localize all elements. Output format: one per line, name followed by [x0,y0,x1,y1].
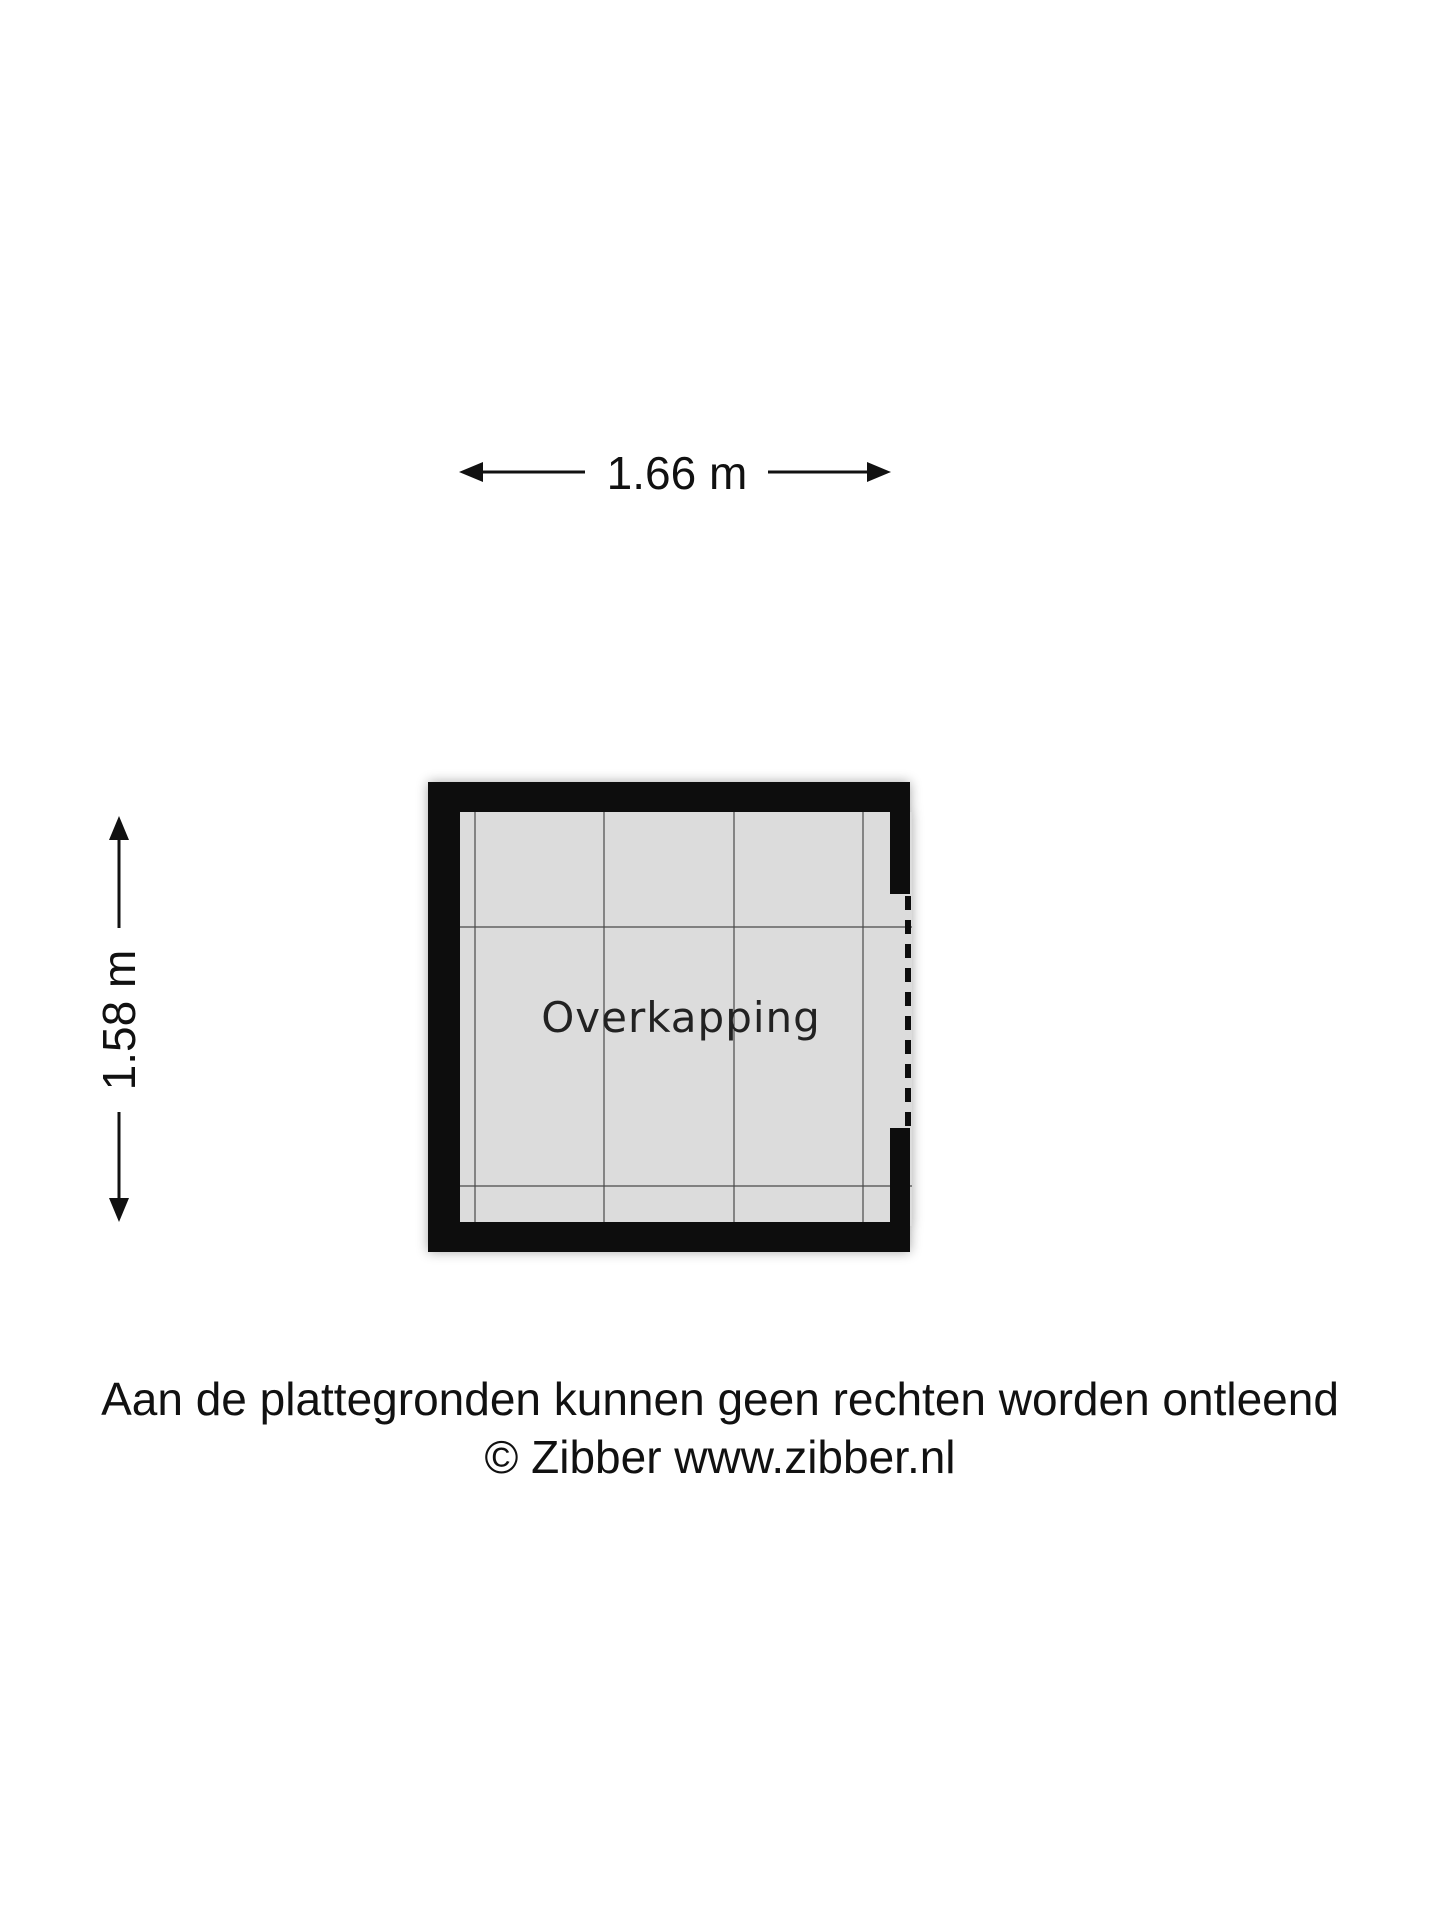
disclaimer-text: Aan de plattegronden kunnen geen rechten worden ontleend [101,1373,1339,1425]
room-label: Overkapping [541,993,821,1042]
height-dimension-label: 1.58 m [93,949,145,1091]
height-arrow-up-icon [109,816,129,840]
wall-right-lower [890,1128,910,1252]
wall-top [428,782,910,812]
height-arrow-down-icon [109,1198,129,1222]
wall-bottom [428,1222,910,1252]
wall-left [428,782,460,1252]
width-arrow-left-icon [459,462,483,482]
width-dimension [459,447,891,499]
height-dimension [93,816,145,1222]
width-arrow-right-icon [867,462,891,482]
copyright-text: © Zibber www.zibber.nl [484,1431,956,1483]
wall-right-upper [890,782,910,894]
width-dimension-label: 1.66 m [606,447,748,499]
